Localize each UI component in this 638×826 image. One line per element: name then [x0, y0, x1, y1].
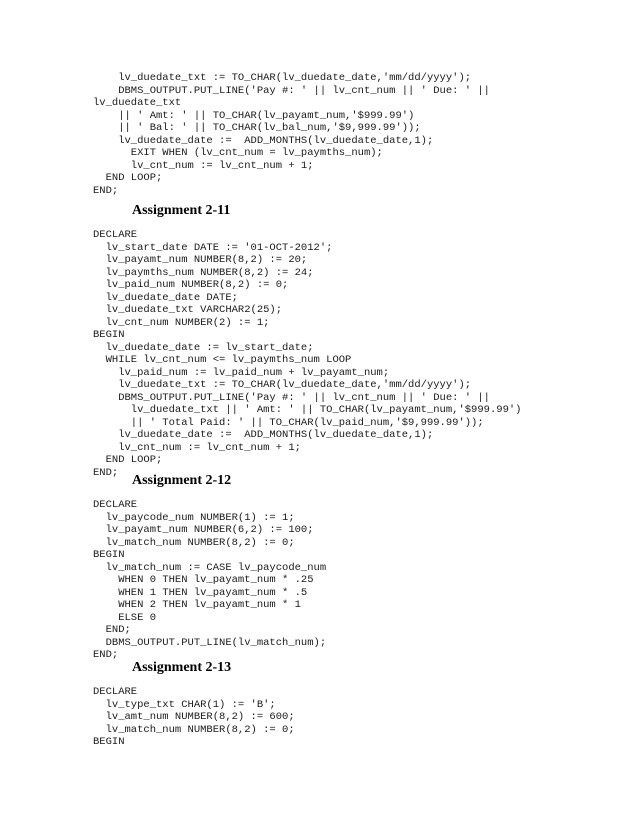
- code-block-assignment-2-11: [93, 229, 521, 479]
- code-line: DECLARE: [93, 686, 138, 698]
- code-line: lv_paid_num NUMBER(8,2) := 0;: [93, 279, 289, 291]
- code-line: lv_payamt_num NUMBER(8,2) := 20;: [93, 254, 308, 266]
- code-line: WHEN 2 THEN lv_payamt_num * 1: [93, 599, 301, 611]
- code-line: || ' Amt: ' || TO_CHAR(lv_payamt_num,'$999.99'): [93, 109, 415, 122]
- code-line: DBMS_OUTPUT.PUT_LINE(lv_match_num);: [93, 636, 327, 649]
- code-line: END LOOP;: [93, 172, 163, 184]
- code-line: lv_paymths_num NUMBER(8,2) := 24;: [93, 266, 314, 279]
- code-line: lv_match_num := CASE lv_paycode_num: [93, 561, 327, 574]
- code-line: END;: [93, 649, 119, 661]
- code-line: BEGIN: [93, 329, 125, 341]
- code-line: lv_cnt_num NUMBER(2) := 1;: [93, 316, 270, 329]
- code-line: BEGIN: [93, 736, 125, 748]
- code-line: END;: [93, 184, 119, 197]
- heading-assignment-2-12: Assignment 2-12: [132, 473, 232, 488]
- code-line: DBMS_OUTPUT.PUT_LINE('Pay #: ' || lv_cnt_num || ' Due: ' ||: [93, 84, 490, 97]
- code-line: lv_match_num NUMBER(8,2) := 0;: [93, 536, 295, 549]
- code-line: lv_cnt_num := lv_cnt_num + 1;: [93, 441, 301, 454]
- code-line: lv_duedate_txt: [93, 97, 182, 109]
- code-line: END LOOP;: [93, 454, 163, 466]
- code-line: ELSE 0: [93, 611, 157, 624]
- code-line: DECLARE: [93, 229, 138, 241]
- code-line: EXIT WHEN (lv_cnt_num = lv_paymths_num);: [93, 147, 383, 159]
- code-line: lv_duedate_txt := TO_CHAR(lv_duedate_date,'mm/dd/yyyy');: [93, 379, 472, 391]
- code-line: WHEN 1 THEN lv_payamt_num * .5: [93, 586, 308, 599]
- code-line: lv_cnt_num := lv_cnt_num + 1;: [93, 159, 314, 172]
- code-line: || ' Total Paid: ' || TO_CHAR(lv_paid_num,'$9,999.99'));: [93, 416, 484, 429]
- code-line: lv_duedate_txt VARCHAR2(25);: [93, 304, 283, 316]
- code-line: lv_payamt_num NUMBER(6,2) := 100;: [93, 524, 314, 536]
- code-line: BEGIN: [93, 549, 125, 561]
- code-line: lv_duedate_date DATE;: [93, 291, 238, 304]
- code-block-continuation: [93, 72, 490, 197]
- code-line: lv_duedate_date := lv_start_date;: [93, 341, 314, 354]
- code-line: WHEN 0 THEN lv_payamt_num * .25: [93, 574, 314, 586]
- code-block-assignment-2-12: [93, 499, 326, 662]
- code-line: END;: [93, 466, 119, 479]
- code-line: lv_amt_num NUMBER(8,2) := 600;: [93, 711, 295, 723]
- code-line: lv_duedate_date := ADD_MONTHS(lv_duedate_date,1);: [93, 429, 434, 441]
- heading-assignment-2-13: Assignment 2-13: [132, 660, 232, 675]
- code-line: lv_paid_num := lv_paid_num + lv_payamt_num;: [93, 366, 390, 379]
- code-line: || ' Bal: ' || TO_CHAR(lv_bal_num,'$9,999.99'));: [93, 122, 421, 134]
- code-line: WHILE lv_cnt_num <= lv_paymths_num LOOP: [93, 354, 352, 366]
- code-block-assignment-2-13: [93, 686, 295, 749]
- code-line: DECLARE: [93, 499, 138, 511]
- code-line: lv_match_num NUMBER(8,2) := 0;: [93, 723, 295, 736]
- code-line: lv_type_txt CHAR(1) := 'B';: [93, 698, 276, 711]
- code-line: lv_duedate_date := ADD_MONTHS(lv_duedate_date,1);: [93, 134, 434, 147]
- code-line: lv_start_date DATE := '01-OCT-2012';: [93, 241, 333, 254]
- code-line: lv_duedate_txt || ' Amt: ' || TO_CHAR(lv_payamt_num,'$999.99'): [93, 404, 522, 416]
- code-line: DBMS_OUTPUT.PUT_LINE('Pay #: ' || lv_cnt_num || ' Due: ' ||: [93, 391, 490, 404]
- heading-assignment-2-11: Assignment 2-11: [132, 203, 231, 218]
- code-line: lv_paycode_num NUMBER(1) := 1;: [93, 511, 295, 524]
- code-line: lv_duedate_txt := TO_CHAR(lv_duedate_date,'mm/dd/yyyy');: [93, 72, 472, 84]
- code-line: END;: [93, 624, 131, 636]
